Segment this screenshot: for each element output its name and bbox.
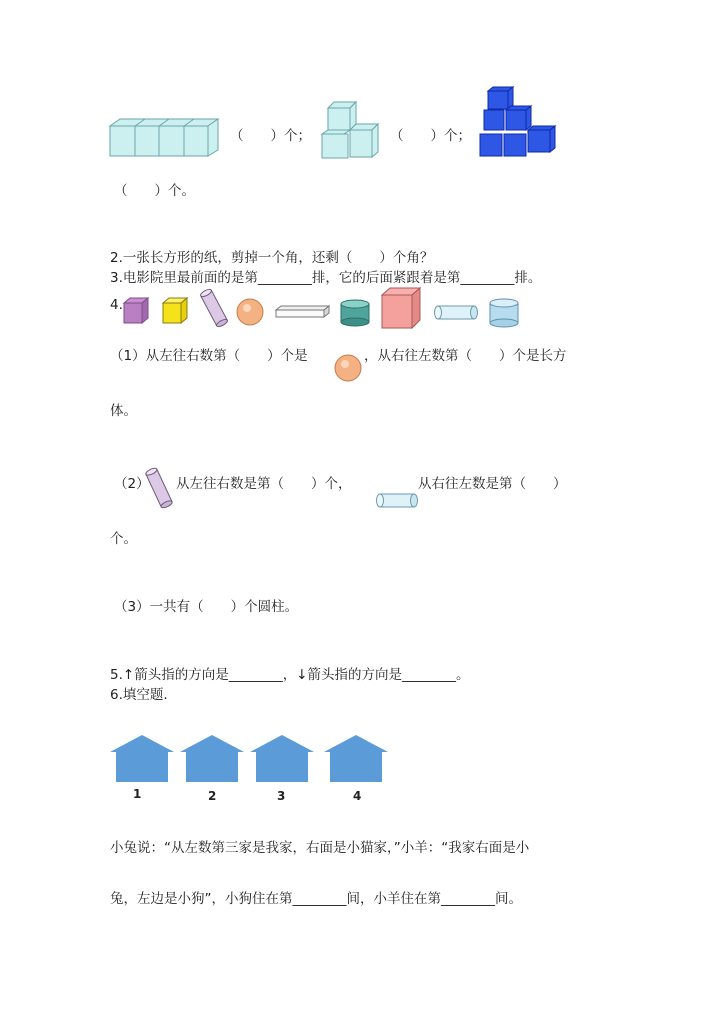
orange-sphere-inline-icon [334, 354, 362, 382]
cube-row-figure [108, 118, 220, 158]
question-3: 3.电影院里最前面的是第________排，它的后面紧跟着是第________排。 [110, 270, 542, 286]
horizontal-cylinder-inline-icon [376, 492, 418, 510]
house-2 [180, 735, 244, 783]
horizontal-cylinder-icon [434, 304, 478, 322]
orange-sphere-icon [236, 298, 264, 326]
house-4 [324, 735, 388, 783]
q4-part1-left: （1）从左往右数第（ ）个是 [110, 348, 308, 364]
question-4-label: 4. [110, 297, 123, 313]
blue-cylinder-icon [489, 298, 519, 328]
cube-stack-figure [320, 100, 382, 160]
blue-cube-pyramid-figure [478, 86, 556, 160]
yellow-cube-icon [161, 296, 189, 324]
house-3 [250, 735, 314, 783]
question-2: 2.一张长方形的纸，剪掉一个角，还剩（ ）个角？ [110, 250, 434, 266]
teal-cylinder-icon [340, 299, 370, 327]
house-number-2: 2 [208, 789, 217, 803]
question-5: 5.↑箭头指的方向是________，↓箭头指的方向是________。 [110, 667, 470, 683]
q4-part1-continuation: 体。 [110, 403, 137, 419]
q6-text-line-2: 兔，左边是小狗”，小狗住在第________间，小羊住在第________间。 [110, 891, 522, 907]
house-1 [110, 735, 174, 783]
question-6-title: 6.填空题. [110, 687, 168, 703]
q4-part2-right: 从右往左数是第（ ） [418, 476, 567, 492]
q4-part2-continuation: 个。 [110, 531, 137, 547]
q4-part2-label: （2） [114, 476, 150, 492]
blank-answer-3[interactable]: （ ）个。 [114, 183, 195, 199]
q4-part3: （3）一共有（ ）个圆柱。 [114, 599, 299, 615]
pink-cube-icon [380, 286, 422, 330]
house-number-1: 1 [133, 787, 142, 801]
tilted-cylinder-icon [198, 287, 230, 329]
tilted-cylinder-inline-icon [144, 466, 174, 510]
q6-text-line-1: 小兔说：“从左数第三家是我家，右面是小猫家，”小羊：“我家右面是小 [110, 840, 530, 856]
blank-answer-1[interactable]: （ ）个； [230, 128, 311, 144]
q4-part1-right: ，从右往左数第（ ）个是长方 [364, 348, 567, 364]
q4-part2-left: 从左往右数是第（ ）个， [176, 476, 352, 492]
house-number-4: 4 [353, 789, 362, 803]
purple-cube-icon [122, 296, 150, 324]
house-number-3: 3 [277, 789, 286, 803]
flat-cuboid-icon [275, 305, 331, 319]
blank-answer-2[interactable]: （ ）个； [390, 128, 471, 144]
